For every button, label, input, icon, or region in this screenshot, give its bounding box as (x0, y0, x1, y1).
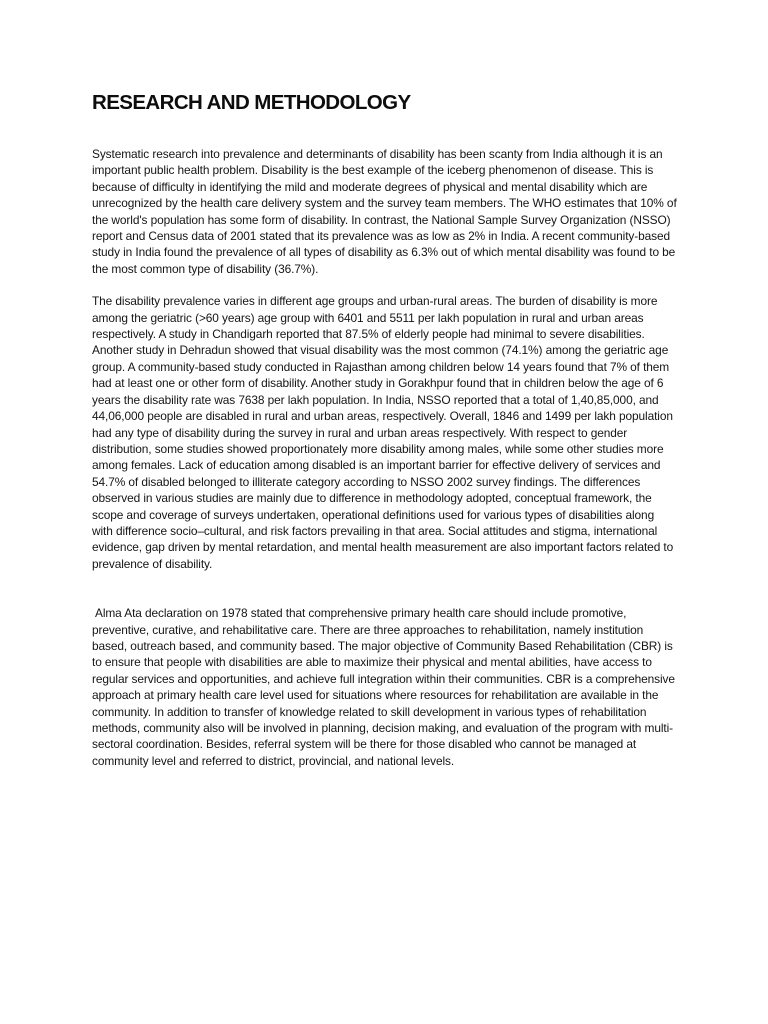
paragraph-age-and-area-variation: The disability prevalence varies in different age groups and urban-rural areas. The burden of disability is more among the geriatric (>60 years) age group with 6401 and 5511 per lakh population in rural and urban areas respectively. A study in Chandigarh reported that 87.5% of elderly people had minimal to severe disabilities. Another study in Dehradun showed that visual disability was the most common (74.1%) among the geriatric age group. A community-based study conducted in Rajasthan among children below 14 years found that 7% of them had at least one or other form of disability. Another study in Gorakhpur found that in children below the age of 6 years the disability rate was 7638 per lakh population. In India, NSSO reported that a total of 1,40,85,000, and 44,06,000 people are disabled in rural and urban areas, respectively. Overall, 1846 and 1499 per lakh population had any type of disability during the survey in rural and urban areas respectively. With respect to gender distribution, some studies showed proportionately more disability among males, while some other studies more among females. Lack of education among disabled is an important barrier for effective delivery of services and 54.7% of disabled belonged to illiterate category according to NSSO 2002 survey findings. The differences observed in various studies are mainly due to difference in methodology adopted, conceptual framework, the scope and coverage of surveys undertaken, operational definitions used for various types of disabilities along with difference socio–cultural, and risk factors prevailing in that area. Social attitudes and stigma, international evidence, gap driven by mental retardation, and mental health measurement are also important factors related to prevalence of disability. (92, 294, 674, 571)
document-title: RESEARCH AND METHODOLOGY (92, 91, 411, 114)
paragraph-prevalence-determinants: Systematic research into prevalence and determinants of disability has been scanty from India although it is an important public health problem. Disability is the best example of the iceberg phenomenon of disease. This is because of difficulty in identifying the mild and moderate degrees of physical and mental disability which are unrecognized by the health care delivery system and the survey team members. The WHO estimates that 10% of the world's population has some form of disability. In contrast, the National Sample Survey Organization (NSSO) report and Census data of 2001 stated that its prevalence was as low as 2% in India. A recent community-based study in India found the prevalence of all types of disability as 6.3% out of which mental disability was found to be the most common type of disability (36.7%). (92, 147, 677, 276)
document-page (92, 90, 678, 769)
paragraph-community-based-rehabilitation: Alma Ata declaration on 1978 stated that comprehensive primary health care should include promotive, preventive, curative, and rehabilitative care. There are three approaches to rehabilitation, namely institution based, outreach based, and community based. The major objective of Community Based Rehabilitation (CBR) is to ensure that people with disabilities are able to maximize their physical and mental abilities, have access to regular services and opportunities, and achieve full integration within their communities. CBR is a comprehensive approach at primary health care level used for situations where resources for rehabilitation are available in the community. In addition to transfer of knowledge related to skill development in various types of rehabilitation methods, community also will be involved in planning, decision making, and evaluation of the program with multi-sectoral coordination. Besides, referral system will be there for those disabled who cannot be managed at community level and referred to district, provincial, and national levels. (92, 606, 675, 768)
